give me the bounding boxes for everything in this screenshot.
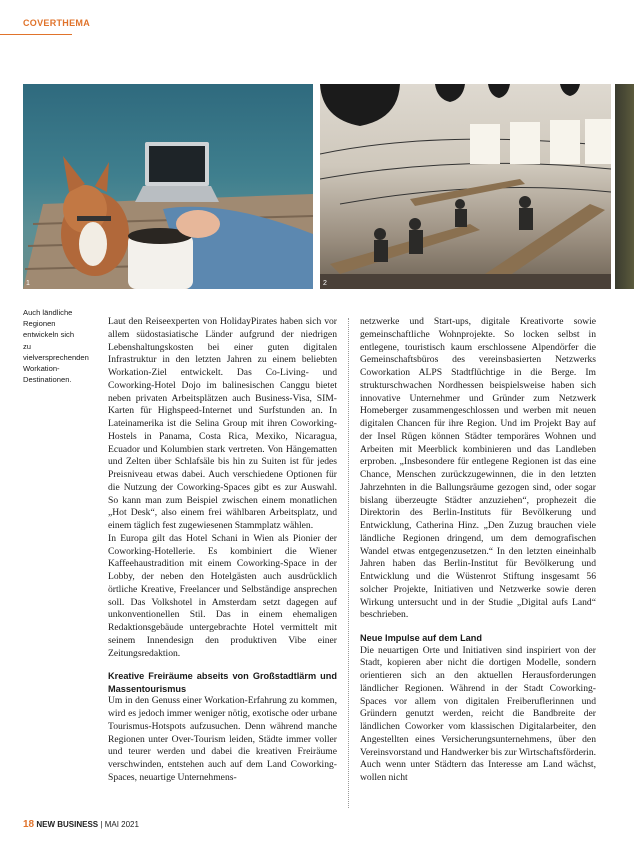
section-label: COVERTHEMA [23, 18, 91, 28]
ceiling-lamps [320, 84, 580, 126]
article-column-2 [360, 316, 596, 785]
floor [320, 274, 611, 289]
photo-2-illustration [320, 84, 611, 289]
footer-separator: | [100, 820, 103, 829]
paragraph: netzwerke und Start-ups, digitale Kreativorte sowie gemeinschaftliche Wohnprojekte. So locken selbst in entlegene, touristisch kaum erschlossene Alpendörfer die Gemeinschaftsbüros des vereinsbasierten Netzwerks Coworkation ALPS Stadtflüchtige in die Berge. Im strukturschwachen Nordhessen beispielsweise haben sich innovative Unternehmer und Gründer zum Netzwerk Homeberger zusammengeschlossen und werben mit neuen digitalen Chancen für ihre Region. Und im Projekt Bay auf der Insel Rügen können Städter temporäres Wohnen und Arbeiten mit Meerblick kombinieren und das Landleben erproben. „Insbesondere für entlegene Regionen ist das eine Chance, Menschen zurückzugewinnen, die in den letzten Jahrzehnten in die Ballungsräume gezogen sind, oder sogar bislang überzeugte Städter anzuziehen“, prophezeit die Direktorin des Berlin-Instituts für Bevölkerung und Entwicklung, Catherina Hinz. „Den Zuzug brauchen viele ländliche Regionen dringend, um dem demografischen Wandel etwas entgegenzusetzen.“ In den letzten eineinhalb Jahren haben das Berlin-Institut für Bevölkerung und Entwicklung und die Wüstenrot Stiftung insgesamt 56 solcher Projekte, Initiativen und Netzwerke sowie deren Wirkung untersucht und in der Studie „Digital aufs Land“ beschrieben. [360, 316, 596, 621]
photo-number: 1 [26, 280, 30, 287]
laptop [135, 142, 219, 202]
photo-1-illustration [23, 84, 313, 289]
subheading: Neue Impulse auf dem Land [360, 633, 483, 643]
magazine-name: NEW BUSINESS [36, 820, 99, 829]
page-number: 18 [23, 819, 35, 830]
issue-date: MAI 2021 [104, 820, 139, 829]
section-rule [0, 34, 72, 35]
coworking-space-photo [320, 84, 611, 289]
dog [61, 156, 129, 276]
windows [470, 119, 611, 164]
subheading: Kreative Freiräume abseits von Großstadtlärm und Massentourismus [108, 671, 337, 694]
paragraph: Laut den Reiseexperten von HolidayPirates haben sich vor allem südostasiatische Länder aufgrund der niedrigen Lebenshaltungskosten bei einer guten digitalen Infrastruktur in den letzten Jahren zu einem beliebten Workation-Ziel entwickelt. Das Co-Living- und Coworking-Hotel Dojo im balinesischen Canggu bietet neben privaten Arbeitsplätzen auch Business-Visa, SIM-Karten für Highspeed-Internet und Surfstunden an. In Lateinamerika ist die Selina Group mit ihren Coworking-Hostels in Panama, Costa Rica, Mexiko, Nicaragua, Ecuador und Kolumbien stark vertreten. Von Hängematten und Zelten über Schlafsäle bis hin zu Suiten ist für jedes Preisniveau etwas dabei. Auch verschiedene Optionen für die Nutzung der Coworking-Spaces gibt es zur Auswahl. So kann man zum Beispiel zwischen einem monatlichen „Hot Desk“, also einem frei wählbaren Arbeitsplatz, und einem täglich fest zugewiesenen Stammplatz wählen. [108, 316, 337, 531]
paragraph: Die neuartigen Orte und Initiativen sind inspiriert von der Stadt, kopieren aber nicht die dortigen Modelle, sondern orientieren sich an den aktuellen Herausforderungen ländlicher Regionen. Während in der Stadt Coworking-Spaces vor allem von digitalen Freiberuflerinnen und Gründern genutzt werden, reicht die Bandbreite der ländlichen Coworker vom klassischen Digitalarbeiter, den Angestellten eines Versicherungsunternehmens, über den Vereinsvorstand und Handwerker bis zur Wirtschaftsförderin. Auch wenn unter Städtern das Interesse am Land wächst, wollen nicht [360, 644, 597, 784]
photo-number: 2 [323, 280, 327, 287]
article-column-1 [108, 316, 337, 785]
cropped-edge-photo [615, 84, 634, 289]
desks [330, 179, 605, 289]
paragraph: In Europa gilt das Hotel Schani in Wien als Pionier der Coworking-Hotellerie. Es kombiniert die Wiener Kaffeehaustradition mit einem Coworking-Space in der Lobby, der neben den Hotelgästen auch ausdrücklich örtliche Kreative, Freelancer und Selbständige ansprechen soll. Das Volkshotel in Amsterdam setzt dagegen auf unkonventionellen Stil. Das in einem ehemaligen Redaktionsgebäude untergebrachte Hotel vermittelt mit seinem Innendesign den produktiven Vibe einer Zeitungsredaktion. [108, 532, 337, 659]
page-footer [23, 819, 139, 830]
laptop-dog-lake-photo [23, 84, 313, 289]
column-divider [348, 318, 349, 808]
paragraph: Um in den Genuss einer Workation-Erfahrung zu kommen, wird es jedoch immer weniger nötig, exotische oder urbane Tourismus-Hotspots aufzusuchen. Denn während manche Regionen unter Over-Tourism leiden, Städte immer voller und teurer werden und dabei die kreativen Freiräume verschwinden, entstehen auch auf dem Land Coworking-Spaces, neuartige Unternehmens- [108, 695, 337, 783]
photo-caption: Auch ländliche Regionen entwickeln sich zu vielversprechenden Workation-Destinationen. [23, 308, 89, 385]
